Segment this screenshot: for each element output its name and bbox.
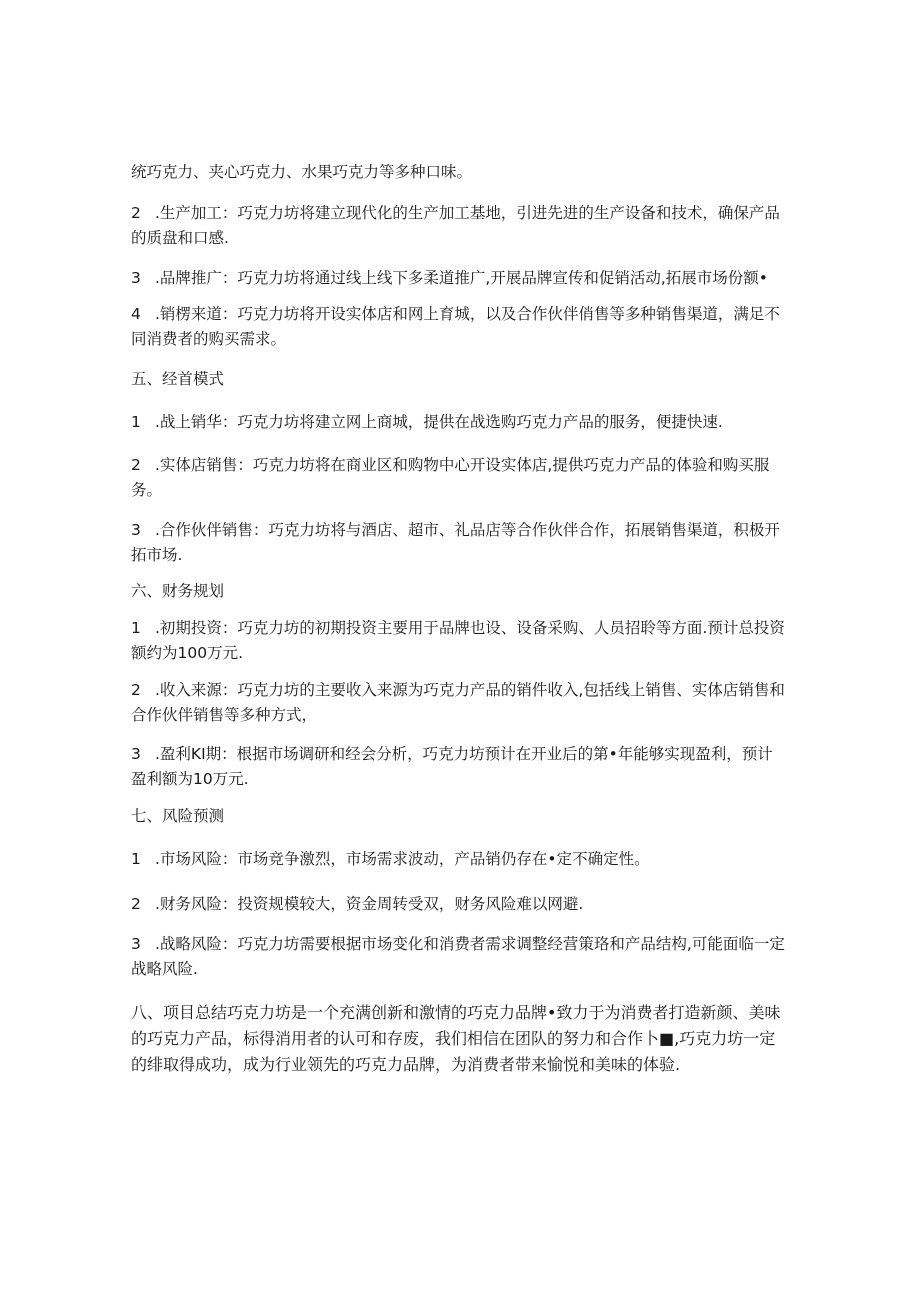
- section-heading: [131, 804, 786, 829]
- list-item: [131, 932, 786, 982]
- list-number: 1: [131, 619, 141, 637]
- section-heading-text: 六、财务规划: [131, 582, 225, 600]
- section-heading-text: 七、风险预测: [131, 807, 225, 825]
- section-heading: [131, 367, 786, 392]
- paragraph-text: 统巧克力、夹心巧克力、水果巧克力等多种口味。: [131, 163, 473, 181]
- summary-paragraph: [131, 1000, 791, 1078]
- list-item: [131, 742, 786, 792]
- section-heading: [131, 579, 786, 604]
- list-number: 2: [131, 895, 141, 913]
- list-text: .实体店销售：巧克力坊将在商业区和购物中心开设实体店,提供巧克力产品的体验和购买服务。: [131, 456, 770, 499]
- list-number: 2: [131, 681, 141, 699]
- list-number: 1: [131, 850, 141, 868]
- list-text: .战略风险：巧克力坊需要根据市场变化和消费者需求调整经营策珞和产品结构,可能面临一定战略风险.: [131, 935, 785, 978]
- list-number: 4: [131, 305, 141, 323]
- section-heading-text: 五、经首模式: [131, 370, 225, 388]
- summary-text: 八、项目总结巧克力坊是一个充满创新和激情的巧克力品牌•致力于为消费者打造新颜、美味的巧克力产品，标得消用者的认可和存废，我们相信在团队的努力和合作卜■,巧克力坊一定的绯取得成功，成为行业领先的巧克力品牌，为消费者带来愉悦和美味的体验.: [131, 1003, 781, 1074]
- list-number: 3: [131, 269, 141, 287]
- list-text: .初期投资：巧克力坊的初期投资主要用于品牌也设、设备采购、人员招聆等方面.预计总投资额约为100万元.: [131, 619, 785, 662]
- list-text: .品牌推广：巧克力坊将通过线上线下多柔道推广,开展品牌宣传和促销活动,拓展市场份额•: [155, 269, 768, 287]
- list-number: 3: [131, 935, 141, 953]
- list-text: .战上销华：巧克力坊将建立网上商城，提供在战选购巧克力产品的服务，便捷快速.: [155, 413, 723, 431]
- list-item: [131, 453, 786, 503]
- list-text: .生产加工：巧克力坊将建立现代化的生产加工基地，引进先进的生产设备和技术，确保产品的质盘和口感.: [131, 204, 780, 247]
- list-item: [131, 518, 786, 568]
- list-number: 2: [131, 204, 141, 222]
- list-text: .销楞来道：巧克力坊将开设实体店和网上育城，以及合作伙伴俏售等多种销售渠道，满足不同消费者的购买需求。: [131, 305, 780, 348]
- list-item: [131, 302, 786, 352]
- list-number: 3: [131, 521, 141, 539]
- paragraph: [131, 160, 786, 185]
- list-item: [131, 266, 786, 291]
- list-text: .收入来源：巧克力坊的主要收入来源为巧克力产品的销件收入,包括线上销售、实体店销售和合作伙伴销售等多种方式，: [131, 681, 785, 724]
- list-text: .市场风险：市场竞争激烈，市场需求波动，产品销仍存在•定不确定性。: [155, 850, 650, 868]
- list-text: .盈利KI期：根据市场调研和经会分析，巧克力坊预计在开业后的第•年能够实现盈利，预计盈利额为10万元.: [131, 745, 773, 788]
- list-item: [131, 410, 786, 435]
- list-item: [131, 201, 786, 251]
- list-item: [131, 616, 786, 666]
- list-text: .财务风险：投资规模较大，资金周转受双，财务风险难以网避.: [155, 895, 584, 913]
- list-item: [131, 678, 786, 728]
- list-item: [131, 892, 786, 917]
- list-number: 1: [131, 413, 141, 431]
- list-number: 2: [131, 456, 141, 474]
- list-text: .合作伙伴销售：巧克力坊将与酒店、超市、礼品店等合作伙伴合作，拓展销售渠道，积极开拓市场.: [131, 521, 780, 564]
- list-number: 3: [131, 745, 141, 763]
- list-item: [131, 847, 786, 872]
